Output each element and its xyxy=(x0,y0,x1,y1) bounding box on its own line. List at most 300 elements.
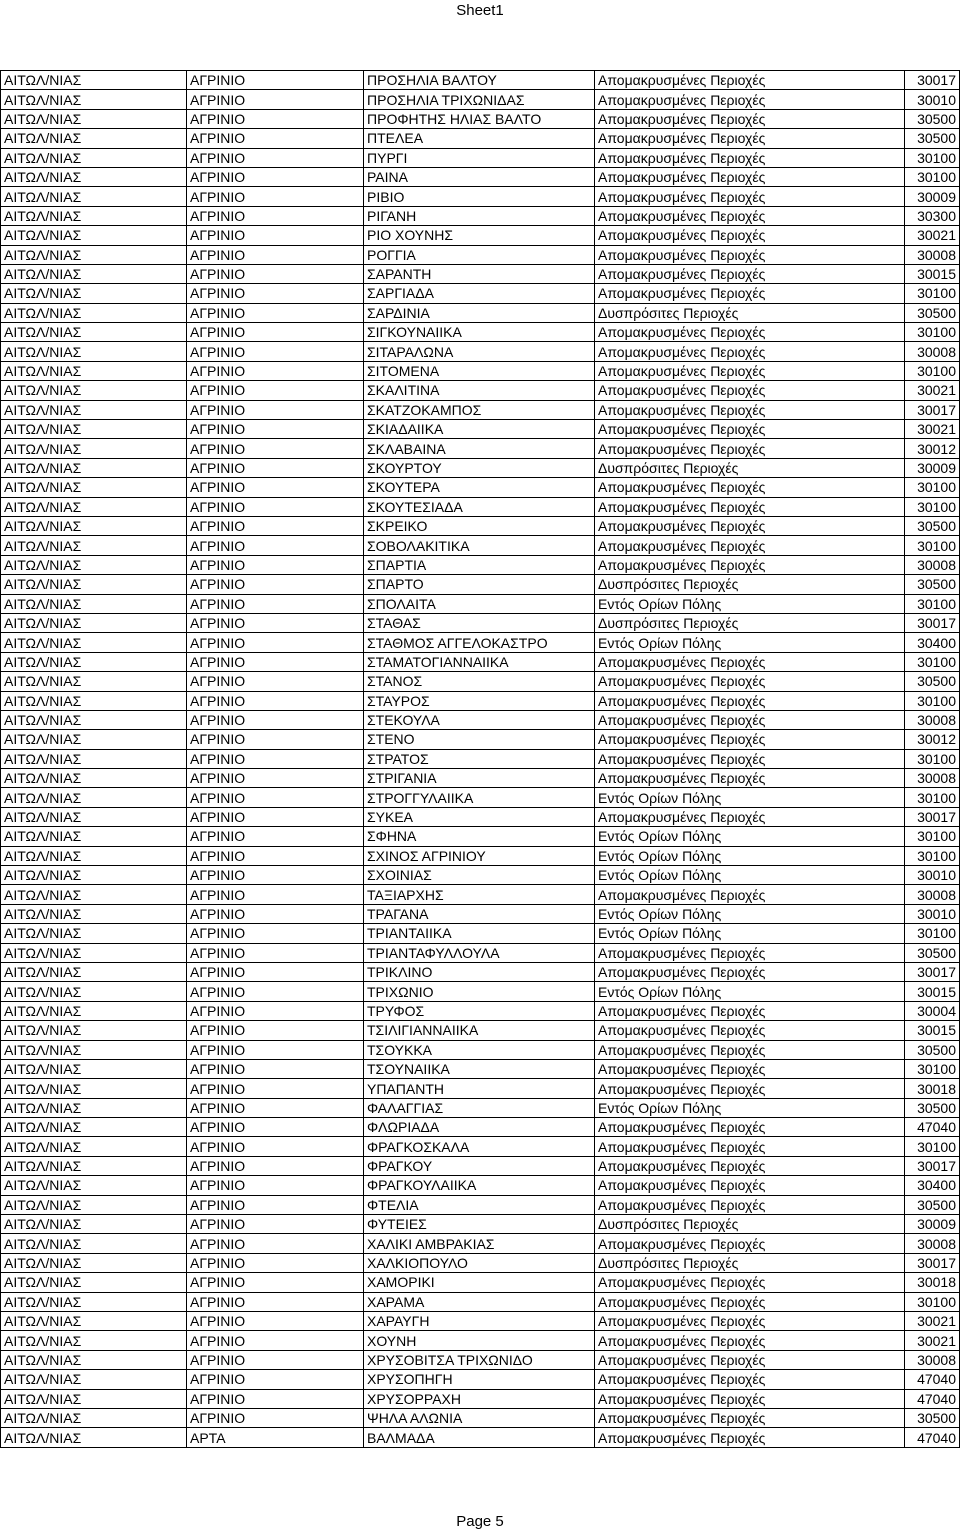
municipality-cell: ΑΓΡΙΝΙΟ xyxy=(187,633,364,652)
municipality-cell: ΑΓΡΙΝΙΟ xyxy=(187,342,364,361)
postal-code-cell: 30100 xyxy=(905,749,960,768)
postal-code-cell: 30017 xyxy=(905,1156,960,1175)
municipality-cell: ΑΓΡΙΝΙΟ xyxy=(187,148,364,167)
area-type-cell: Δυσπρόσιτες Περιοχές xyxy=(595,613,905,632)
prefecture-cell: ΑΙΤΩΛ/ΝΙΑΣ xyxy=(1,439,187,458)
table-row xyxy=(1,1331,960,1350)
prefecture-cell: ΑΙΤΩΛ/ΝΙΑΣ xyxy=(1,323,187,342)
postal-code-cell: 30010 xyxy=(905,90,960,109)
locality-cell: ΣΙΤΟΜΕΝΑ xyxy=(364,361,595,380)
postal-code-cell: 30008 xyxy=(905,1234,960,1253)
locality-cell: ΡΙΓΑΝΗ xyxy=(364,206,595,225)
table-row xyxy=(1,594,960,613)
area-type-cell: Απομακρυσμένες Περιοχές xyxy=(595,439,905,458)
area-type-cell: Απομακρυσμένες Περιοχές xyxy=(595,1331,905,1350)
area-type-cell: Απομακρυσμένες Περιοχές xyxy=(595,187,905,206)
municipality-cell: ΑΓΡΙΝΙΟ xyxy=(187,1312,364,1331)
locality-cell: ΠΡΟΣΗΛΙΑ ΒΑΛΤΟΥ xyxy=(364,71,595,90)
postal-code-cell: 30400 xyxy=(905,1176,960,1195)
postal-code-cell: 30015 xyxy=(905,1021,960,1040)
postal-code-cell: 47040 xyxy=(905,1389,960,1408)
table-row xyxy=(1,924,960,943)
municipality-cell: ΑΓΡΙΝΙΟ xyxy=(187,361,364,380)
prefecture-cell: ΑΙΤΩΛ/ΝΙΑΣ xyxy=(1,710,187,729)
area-type-cell: Απομακρυσμένες Περιοχές xyxy=(595,652,905,671)
area-type-cell: Εντός Ορίων Πόλης xyxy=(595,846,905,865)
area-type-cell: Απομακρυσμένες Περιοχές xyxy=(595,1079,905,1098)
area-type-cell: Απομακρυσμένες Περιοχές xyxy=(595,885,905,904)
prefecture-cell: ΑΙΤΩΛ/ΝΙΑΣ xyxy=(1,1389,187,1408)
municipality-cell: ΑΓΡΙΝΙΟ xyxy=(187,1350,364,1369)
locality-cell: ΣΚΙΑΔΑΙΙΚΑ xyxy=(364,420,595,439)
postal-code-cell: 47040 xyxy=(905,1118,960,1137)
table-row xyxy=(1,1389,960,1408)
postal-code-cell: 30017 xyxy=(905,613,960,632)
table-row xyxy=(1,827,960,846)
table-row xyxy=(1,633,960,652)
locality-cell: ΧΑΡΑΥΓΗ xyxy=(364,1312,595,1331)
table-row xyxy=(1,1195,960,1214)
locality-cell: ΣΑΡΑΝΤΗ xyxy=(364,264,595,283)
locality-cell: ΧΡΥΣΟΡΡΑΧΗ xyxy=(364,1389,595,1408)
area-type-cell: Απομακρυσμένες Περιοχές xyxy=(595,807,905,826)
municipality-cell: ΑΓΡΙΝΙΟ xyxy=(187,575,364,594)
municipality-cell: ΑΓΡΙΝΙΟ xyxy=(187,672,364,691)
municipality-cell: ΑΓΡΙΝΙΟ xyxy=(187,982,364,1001)
locality-cell: ΧΡΥΣΟΠΗΓΗ xyxy=(364,1370,595,1389)
municipality-cell: ΑΓΡΙΝΙΟ xyxy=(187,478,364,497)
area-type-cell: Απομακρυσμένες Περιοχές xyxy=(595,245,905,264)
table-row xyxy=(1,1408,960,1427)
area-type-cell: Απομακρυσμένες Περιοχές xyxy=(595,1350,905,1369)
prefecture-cell: ΑΙΤΩΛ/ΝΙΑΣ xyxy=(1,1292,187,1311)
locality-cell: ΣΑΡΓΙΑΔΑ xyxy=(364,284,595,303)
locality-cell: ΣΤΑΜΑΤΟΓΙΑΝΝΑΙΙΚΑ xyxy=(364,652,595,671)
prefecture-cell: ΑΙΤΩΛ/ΝΙΑΣ xyxy=(1,769,187,788)
municipality-cell: ΑΓΡΙΝΙΟ xyxy=(187,497,364,516)
prefecture-cell: ΑΙΤΩΛ/ΝΙΑΣ xyxy=(1,1195,187,1214)
postal-code-cell: 30009 xyxy=(905,458,960,477)
prefecture-cell: ΑΙΤΩΛ/ΝΙΑΣ xyxy=(1,982,187,1001)
locality-cell: ΣΤΑΘΑΣ xyxy=(364,613,595,632)
postal-code-cell: 30100 xyxy=(905,788,960,807)
table-row xyxy=(1,497,960,516)
table-row xyxy=(1,303,960,322)
municipality-cell: ΑΓΡΙΝΙΟ xyxy=(187,1176,364,1195)
municipality-cell: ΑΓΡΙΝΙΟ xyxy=(187,1001,364,1020)
municipality-cell: ΑΓΡΙΝΙΟ xyxy=(187,226,364,245)
table-row xyxy=(1,109,960,128)
table-row xyxy=(1,1253,960,1272)
table-row xyxy=(1,1292,960,1311)
locality-cell: ΣΧΙΝΟΣ ΑΓΡΙΝΙΟΥ xyxy=(364,846,595,865)
area-type-cell: Απομακρυσμένες Περιοχές xyxy=(595,672,905,691)
prefecture-cell: ΑΙΤΩΛ/ΝΙΑΣ xyxy=(1,691,187,710)
prefecture-cell: ΑΙΤΩΛ/ΝΙΑΣ xyxy=(1,924,187,943)
postal-code-cell: 30500 xyxy=(905,109,960,128)
table-row xyxy=(1,1040,960,1059)
table-row xyxy=(1,323,960,342)
prefecture-cell: ΑΙΤΩΛ/ΝΙΑΣ xyxy=(1,1118,187,1137)
postal-code-cell: 30018 xyxy=(905,1079,960,1098)
prefecture-cell: ΑΙΤΩΛ/ΝΙΑΣ xyxy=(1,1137,187,1156)
area-type-cell: Απομακρυσμένες Περιοχές xyxy=(595,400,905,419)
postal-code-cell: 30015 xyxy=(905,982,960,1001)
prefecture-cell: ΑΙΤΩΛ/ΝΙΑΣ xyxy=(1,284,187,303)
municipality-cell: ΑΓΡΙΝΙΟ xyxy=(187,1292,364,1311)
table-row xyxy=(1,691,960,710)
municipality-cell: ΑΓΡΙΝΙΟ xyxy=(187,613,364,632)
table-row xyxy=(1,226,960,245)
area-type-cell: Απομακρυσμένες Περιοχές xyxy=(595,71,905,90)
locality-cell: ΣΤΑΘΜΟΣ ΑΓΓΕΛΟΚΑΣΤΡΟ xyxy=(364,633,595,652)
prefecture-cell: ΑΙΤΩΛ/ΝΙΑΣ xyxy=(1,672,187,691)
table-row xyxy=(1,1021,960,1040)
locality-cell: ΦΡΑΓΚΟΥΛΑΙΙΚΑ xyxy=(364,1176,595,1195)
prefecture-cell: ΑΙΤΩΛ/ΝΙΑΣ xyxy=(1,1021,187,1040)
prefecture-cell: ΑΙΤΩΛ/ΝΙΑΣ xyxy=(1,1428,187,1447)
municipality-cell: ΑΓΡΙΝΙΟ xyxy=(187,962,364,981)
locality-cell: ΠΡΟΦΗΤΗΣ ΗΛΙΑΣ ΒΑΛΤΟ xyxy=(364,109,595,128)
table-row xyxy=(1,90,960,109)
table-row xyxy=(1,1059,960,1078)
municipality-cell: ΑΓΡΙΝΙΟ xyxy=(187,71,364,90)
municipality-cell: ΑΓΡΙΝΙΟ xyxy=(187,1234,364,1253)
postal-code-cell: 30017 xyxy=(905,400,960,419)
postal-code-cell: 30008 xyxy=(905,769,960,788)
postal-code-cell: 30015 xyxy=(905,264,960,283)
table-row xyxy=(1,962,960,981)
prefecture-cell: ΑΙΤΩΛ/ΝΙΑΣ xyxy=(1,594,187,613)
table-row xyxy=(1,420,960,439)
locality-cell: ΣΟΒΟΛΑΚΙΤΙΚΑ xyxy=(364,536,595,555)
prefecture-cell: ΑΙΤΩΛ/ΝΙΑΣ xyxy=(1,575,187,594)
locality-cell: ΣΠΑΡΤΙΑ xyxy=(364,555,595,574)
postal-code-cell: 30008 xyxy=(905,342,960,361)
area-type-cell: Δυσπρόσιτες Περιοχές xyxy=(595,303,905,322)
postal-code-cell: 30500 xyxy=(905,1195,960,1214)
area-type-cell: Απομακρυσμένες Περιοχές xyxy=(595,361,905,380)
locality-cell: ΣΤΡΑΤΟΣ xyxy=(364,749,595,768)
locality-cell: ΧΑΡΑΜΑ xyxy=(364,1292,595,1311)
table-row xyxy=(1,536,960,555)
prefecture-cell: ΑΙΤΩΛ/ΝΙΑΣ xyxy=(1,613,187,632)
prefecture-cell: ΑΙΤΩΛ/ΝΙΑΣ xyxy=(1,71,187,90)
prefecture-cell: ΑΙΤΩΛ/ΝΙΑΣ xyxy=(1,788,187,807)
locality-cell: ΡΙΟ ΧΟΥΝΗΣ xyxy=(364,226,595,245)
postal-code-cell: 30021 xyxy=(905,381,960,400)
area-type-cell: Απομακρυσμένες Περιοχές xyxy=(595,1195,905,1214)
table-row xyxy=(1,846,960,865)
table-row xyxy=(1,148,960,167)
table-row xyxy=(1,885,960,904)
prefecture-cell: ΑΙΤΩΛ/ΝΙΑΣ xyxy=(1,652,187,671)
prefecture-cell: ΑΙΤΩΛ/ΝΙΑΣ xyxy=(1,1079,187,1098)
table-row xyxy=(1,516,960,535)
table-row xyxy=(1,1079,960,1098)
municipality-cell: ΑΡΤΑ xyxy=(187,1428,364,1447)
area-type-cell: Εντός Ορίων Πόλης xyxy=(595,924,905,943)
prefecture-cell: ΑΙΤΩΛ/ΝΙΑΣ xyxy=(1,497,187,516)
locality-cell: ΣΚΑΛΙΤΙΝΑ xyxy=(364,381,595,400)
postal-code-cell: 30017 xyxy=(905,962,960,981)
area-type-cell: Απομακρυσμένες Περιοχές xyxy=(595,555,905,574)
area-type-cell: Απομακρυσμένες Περιοχές xyxy=(595,342,905,361)
table-row xyxy=(1,361,960,380)
area-type-cell: Δυσπρόσιτες Περιοχές xyxy=(595,1253,905,1272)
locality-cell: ΤΡΑΓΑΝΑ xyxy=(364,904,595,923)
municipality-cell: ΑΓΡΙΝΙΟ xyxy=(187,1253,364,1272)
municipality-cell: ΑΓΡΙΝΙΟ xyxy=(187,904,364,923)
area-type-cell: Εντός Ορίων Πόλης xyxy=(595,982,905,1001)
table-row xyxy=(1,342,960,361)
postal-code-cell: 30100 xyxy=(905,497,960,516)
municipality-cell: ΑΓΡΙΝΙΟ xyxy=(187,1156,364,1175)
municipality-cell: ΑΓΡΙΝΙΟ xyxy=(187,303,364,322)
table-row xyxy=(1,439,960,458)
prefecture-cell: ΑΙΤΩΛ/ΝΙΑΣ xyxy=(1,730,187,749)
prefecture-cell: ΑΙΤΩΛ/ΝΙΑΣ xyxy=(1,129,187,148)
locality-cell: ΧΑΜΟΡΙΚΙ xyxy=(364,1273,595,1292)
municipality-cell: ΑΓΡΙΝΙΟ xyxy=(187,1040,364,1059)
locality-cell: ΣΚΛΑΒΑΙΝΑ xyxy=(364,439,595,458)
area-type-cell: Απομακρυσμένες Περιοχές xyxy=(595,1234,905,1253)
area-type-cell: Απομακρυσμένες Περιοχές xyxy=(595,730,905,749)
locality-cell: ΣΚΟΥΡΤΟΥ xyxy=(364,458,595,477)
postal-code-cell: 30500 xyxy=(905,303,960,322)
table-row xyxy=(1,1098,960,1117)
municipality-cell: ΑΓΡΙΝΙΟ xyxy=(187,943,364,962)
postal-code-cell: 30500 xyxy=(905,672,960,691)
locality-cell: ΠΤΕΛΕΑ xyxy=(364,129,595,148)
locality-cell: ΣΤΑΥΡΟΣ xyxy=(364,691,595,710)
locality-cell: ΦΤΕΛΙΑ xyxy=(364,1195,595,1214)
table-row xyxy=(1,1350,960,1369)
municipality-cell: ΑΓΡΙΝΙΟ xyxy=(187,245,364,264)
municipality-cell: ΑΓΡΙΝΙΟ xyxy=(187,652,364,671)
prefecture-cell: ΑΙΤΩΛ/ΝΙΑΣ xyxy=(1,1331,187,1350)
prefecture-cell: ΑΙΤΩΛ/ΝΙΑΣ xyxy=(1,827,187,846)
prefecture-cell: ΑΙΤΩΛ/ΝΙΑΣ xyxy=(1,1040,187,1059)
municipality-cell: ΑΓΡΙΝΙΟ xyxy=(187,807,364,826)
table-row xyxy=(1,1001,960,1020)
municipality-cell: ΑΓΡΙΝΙΟ xyxy=(187,1195,364,1214)
municipality-cell: ΑΓΡΙΝΙΟ xyxy=(187,187,364,206)
area-type-cell: Απομακρυσμένες Περιοχές xyxy=(595,206,905,225)
prefecture-cell: ΑΙΤΩΛ/ΝΙΑΣ xyxy=(1,303,187,322)
area-type-cell: Απομακρυσμένες Περιοχές xyxy=(595,264,905,283)
prefecture-cell: ΑΙΤΩΛ/ΝΙΑΣ xyxy=(1,264,187,283)
table-row xyxy=(1,245,960,264)
postal-code-cell: 30300 xyxy=(905,206,960,225)
prefecture-cell: ΑΙΤΩΛ/ΝΙΑΣ xyxy=(1,1350,187,1369)
table-row xyxy=(1,187,960,206)
municipality-cell: ΑΓΡΙΝΙΟ xyxy=(187,109,364,128)
locality-cell: ΣΠΟΛΑΙΤΑ xyxy=(364,594,595,613)
postal-code-cell: 30004 xyxy=(905,1001,960,1020)
postal-code-cell: 30008 xyxy=(905,245,960,264)
postal-code-cell: 30008 xyxy=(905,885,960,904)
postal-code-cell: 30100 xyxy=(905,148,960,167)
locality-cell: ΠΥΡΓΙ xyxy=(364,148,595,167)
municipality-cell: ΑΓΡΙΝΙΟ xyxy=(187,866,364,885)
data-table xyxy=(0,70,960,1448)
prefecture-cell: ΑΙΤΩΛ/ΝΙΑΣ xyxy=(1,478,187,497)
table-row xyxy=(1,167,960,186)
locality-cell: ΣΤΕΚΟΥΛΑ xyxy=(364,710,595,729)
municipality-cell: ΑΓΡΙΝΙΟ xyxy=(187,730,364,749)
locality-cell: ΦΥΤΕΙΕΣ xyxy=(364,1215,595,1234)
prefecture-cell: ΑΙΤΩΛ/ΝΙΑΣ xyxy=(1,420,187,439)
area-type-cell: Εντός Ορίων Πόλης xyxy=(595,827,905,846)
area-type-cell: Απομακρυσμένες Περιοχές xyxy=(595,1292,905,1311)
locality-cell: ΒΑΛΜΑΔΑ xyxy=(364,1428,595,1447)
prefecture-cell: ΑΙΤΩΛ/ΝΙΑΣ xyxy=(1,633,187,652)
municipality-cell: ΑΓΡΙΝΙΟ xyxy=(187,458,364,477)
prefecture-cell: ΑΙΤΩΛ/ΝΙΑΣ xyxy=(1,458,187,477)
area-type-cell: Απομακρυσμένες Περιοχές xyxy=(595,1059,905,1078)
municipality-cell: ΑΓΡΙΝΙΟ xyxy=(187,1370,364,1389)
locality-cell: ΧΟΥΝΗ xyxy=(364,1331,595,1350)
locality-cell: ΣΥΚΕΑ xyxy=(364,807,595,826)
prefecture-cell: ΑΙΤΩΛ/ΝΙΑΣ xyxy=(1,90,187,109)
table-row xyxy=(1,613,960,632)
postal-code-cell: 30100 xyxy=(905,594,960,613)
postal-code-cell: 30021 xyxy=(905,226,960,245)
postal-code-cell: 30100 xyxy=(905,924,960,943)
area-type-cell: Απομακρυσμένες Περιοχές xyxy=(595,1312,905,1331)
locality-cell: ΣΚΡΕΙΚΟ xyxy=(364,516,595,535)
municipality-cell: ΑΓΡΙΝΙΟ xyxy=(187,924,364,943)
prefecture-cell: ΑΙΤΩΛ/ΝΙΑΣ xyxy=(1,555,187,574)
postal-code-cell: 30012 xyxy=(905,439,960,458)
prefecture-cell: ΑΙΤΩΛ/ΝΙΑΣ xyxy=(1,1176,187,1195)
postal-code-cell: 30008 xyxy=(905,1350,960,1369)
table-row xyxy=(1,652,960,671)
municipality-cell: ΑΓΡΙΝΙΟ xyxy=(187,769,364,788)
locality-cell: ΦΡΑΓΚΟΣΚΑΛΑ xyxy=(364,1137,595,1156)
postal-code-cell: 30010 xyxy=(905,904,960,923)
area-type-cell: Δυσπρόσιτες Περιοχές xyxy=(595,458,905,477)
prefecture-cell: ΑΙΤΩΛ/ΝΙΑΣ xyxy=(1,1408,187,1427)
area-type-cell: Απομακρυσμένες Περιοχές xyxy=(595,943,905,962)
table-row xyxy=(1,943,960,962)
municipality-cell: ΑΓΡΙΝΙΟ xyxy=(187,323,364,342)
prefecture-cell: ΑΙΤΩΛ/ΝΙΑΣ xyxy=(1,1059,187,1078)
postal-code-cell: 30100 xyxy=(905,284,960,303)
table-row xyxy=(1,129,960,148)
postal-code-cell: 30100 xyxy=(905,323,960,342)
locality-cell: ΣΙΓΚΟΥΝΑΙΙΚΑ xyxy=(364,323,595,342)
table-row xyxy=(1,788,960,807)
municipality-cell: ΑΓΡΙΝΙΟ xyxy=(187,439,364,458)
area-type-cell: Απομακρυσμένες Περιοχές xyxy=(595,90,905,109)
prefecture-cell: ΑΙΤΩΛ/ΝΙΑΣ xyxy=(1,536,187,555)
postal-code-cell: 30100 xyxy=(905,1059,960,1078)
table-row xyxy=(1,807,960,826)
prefecture-cell: ΑΙΤΩΛ/ΝΙΑΣ xyxy=(1,245,187,264)
table-row xyxy=(1,400,960,419)
postal-code-cell: 30100 xyxy=(905,1292,960,1311)
municipality-cell: ΑΓΡΙΝΙΟ xyxy=(187,555,364,574)
locality-cell: ΣΠΑΡΤΟ xyxy=(364,575,595,594)
table-row xyxy=(1,1273,960,1292)
table-row xyxy=(1,866,960,885)
postal-code-cell: 30500 xyxy=(905,943,960,962)
sheet-title: Sheet1 xyxy=(456,2,504,19)
postal-code-cell: 47040 xyxy=(905,1370,960,1389)
municipality-cell: ΑΓΡΙΝΙΟ xyxy=(187,1215,364,1234)
municipality-cell: ΑΓΡΙΝΙΟ xyxy=(187,691,364,710)
prefecture-cell: ΑΙΤΩΛ/ΝΙΑΣ xyxy=(1,187,187,206)
postal-code-cell: 30100 xyxy=(905,478,960,497)
prefecture-cell: ΑΙΤΩΛ/ΝΙΑΣ xyxy=(1,1215,187,1234)
area-type-cell: Δυσπρόσιτες Περιοχές xyxy=(595,575,905,594)
table-row xyxy=(1,264,960,283)
prefecture-cell: ΑΙΤΩΛ/ΝΙΑΣ xyxy=(1,226,187,245)
page-number: Page 5 xyxy=(456,1513,504,1530)
prefecture-cell: ΑΙΤΩΛ/ΝΙΑΣ xyxy=(1,807,187,826)
locality-cell: ΡΑΙΝΑ xyxy=(364,167,595,186)
municipality-cell: ΑΓΡΙΝΙΟ xyxy=(187,827,364,846)
area-type-cell: Απομακρυσμένες Περιοχές xyxy=(595,109,905,128)
table-row xyxy=(1,381,960,400)
table-row xyxy=(1,1234,960,1253)
postal-code-cell: 30008 xyxy=(905,555,960,574)
municipality-cell: ΑΓΡΙΝΙΟ xyxy=(187,381,364,400)
locality-cell: ΤΡΥΦΟΣ xyxy=(364,1001,595,1020)
prefecture-cell: ΑΙΤΩΛ/ΝΙΑΣ xyxy=(1,1156,187,1175)
prefecture-cell: ΑΙΤΩΛ/ΝΙΑΣ xyxy=(1,846,187,865)
prefecture-cell: ΑΙΤΩΛ/ΝΙΑΣ xyxy=(1,943,187,962)
table-row xyxy=(1,1137,960,1156)
table-row xyxy=(1,284,960,303)
locality-cell: ΤΣΙΛΙΓΙΑΝΝΑΙΙΚΑ xyxy=(364,1021,595,1040)
table-row xyxy=(1,982,960,1001)
prefecture-cell: ΑΙΤΩΛ/ΝΙΑΣ xyxy=(1,749,187,768)
area-type-cell: Απομακρυσμένες Περιοχές xyxy=(595,323,905,342)
area-type-cell: Εντός Ορίων Πόλης xyxy=(595,866,905,885)
prefecture-cell: ΑΙΤΩΛ/ΝΙΑΣ xyxy=(1,361,187,380)
locality-cell: ΣΚΑΤΖΟΚΑΜΠΟΣ xyxy=(364,400,595,419)
prefecture-cell: ΑΙΤΩΛ/ΝΙΑΣ xyxy=(1,885,187,904)
municipality-cell: ΑΓΡΙΝΙΟ xyxy=(187,710,364,729)
municipality-cell: ΑΓΡΙΝΙΟ xyxy=(187,594,364,613)
municipality-cell: ΑΓΡΙΝΙΟ xyxy=(187,129,364,148)
postal-code-cell: 30009 xyxy=(905,1215,960,1234)
locality-cell: ΧΑΛΙΚΙ ΑΜΒΡΑΚΙΑΣ xyxy=(364,1234,595,1253)
municipality-cell: ΑΓΡΙΝΙΟ xyxy=(187,788,364,807)
postal-code-cell: 30017 xyxy=(905,1253,960,1272)
postal-code-cell: 30021 xyxy=(905,1312,960,1331)
locality-cell: ΣΦΗΝΑ xyxy=(364,827,595,846)
postal-code-cell: 30012 xyxy=(905,730,960,749)
table-row xyxy=(1,555,960,574)
prefecture-cell: ΑΙΤΩΛ/ΝΙΑΣ xyxy=(1,866,187,885)
locality-cell: ΦΡΑΓΚΟΥ xyxy=(364,1156,595,1175)
area-type-cell: Απομακρυσμένες Περιοχές xyxy=(595,497,905,516)
municipality-cell: ΑΓΡΙΝΙΟ xyxy=(187,516,364,535)
municipality-cell: ΑΓΡΙΝΙΟ xyxy=(187,1408,364,1427)
prefecture-cell: ΑΙΤΩΛ/ΝΙΑΣ xyxy=(1,381,187,400)
municipality-cell: ΑΓΡΙΝΙΟ xyxy=(187,536,364,555)
area-type-cell: Απομακρυσμένες Περιοχές xyxy=(595,1118,905,1137)
area-type-cell: Απομακρυσμένες Περιοχές xyxy=(595,1428,905,1447)
table-body xyxy=(1,71,960,1448)
table-row xyxy=(1,1428,960,1447)
area-type-cell: Απομακρυσμένες Περιοχές xyxy=(595,1370,905,1389)
locality-cell: ΤΑΞΙΑΡΧΗΣ xyxy=(364,885,595,904)
